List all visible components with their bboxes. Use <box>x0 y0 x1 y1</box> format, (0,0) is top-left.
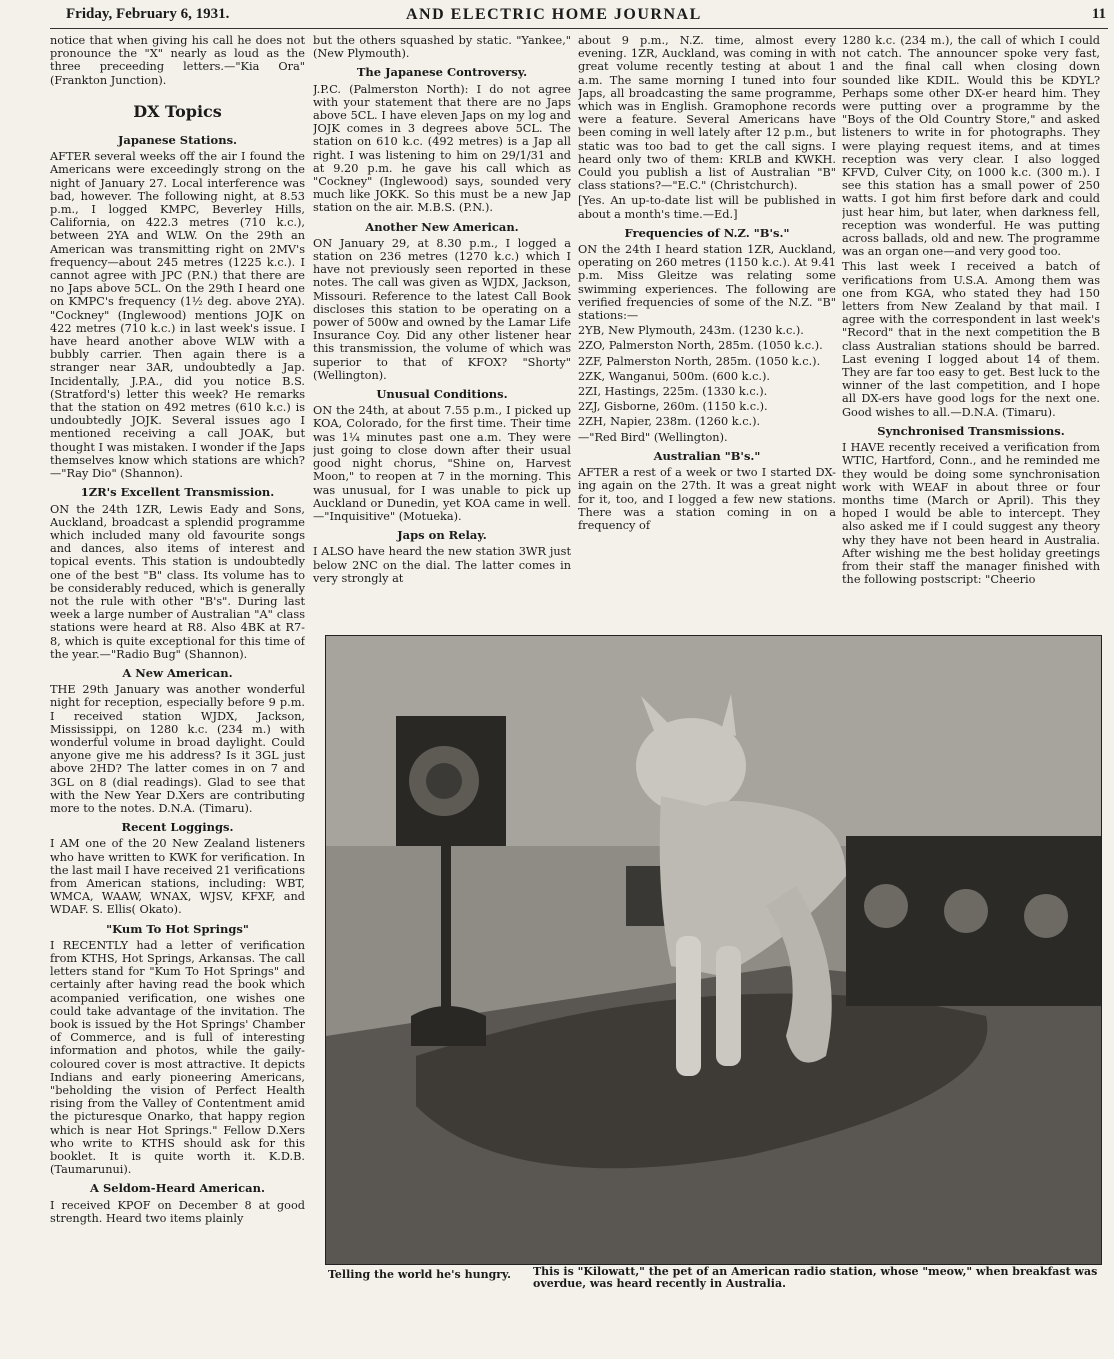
heading-japanese-stations: Japanese Stations. <box>117 133 238 148</box>
freq-list-item: 2ZJ, Gisborne, 260m. (1150 k.c.). <box>578 400 768 414</box>
article-australian-bs: AFTER a rest of a week or two I started DX-ing again on the 27th. It was a great night for it, too, and I logged a few new stations. There was a station coming in on a frequency of <box>578 466 836 532</box>
heading-japs-on-relay: Japs on Relay. <box>397 528 487 543</box>
freq-list-item: 2ZO, Palmerston North, 285m. (1050 k.c.). <box>578 339 823 353</box>
header-rule <box>50 28 1108 29</box>
article-japanese-stations: AFTER several weeks off the air I found the Americans were exceedingly strong on the night of January 27. Local interference was bad, however. The following night, at 8.53 p.m., I logged KMPC, Beverley Hills, California, on 422.3 metres (710 k.c.), between 2YA and WLW. On the 29th an American was transmitting right on 2MV's frequency—about 245 metres (1225 k.c.). I cannot agree with JPC (P.N.) that there are no Japs above 5CL. On the 29th I heard one on KMPC's frequency (1½ deg. above 2YA). "Cockney" (Inglewood) mentions JOJK on 422 metres (710 k.c.) in last week's issue. I have heard another above WLW with a bubbly carrier. Then again there is a stranger near 3AR, undoubtedly a Jap. Incidentally, J.P.A., did you notice B.S. (Stratford's) letter this week? He remarks that the station on 492 metres (610 k.c.) is undoubtedly JOJK. Several issues ago I mentioned receiving a call JOAK, but thought I was mistaken. I wonder if the Japs themselves know which stations are which?—"Ray Dio" (Shannon). <box>50 150 305 481</box>
freq-signature: —"Red Bird" (Wellington). <box>578 430 728 444</box>
column-3 <box>578 34 836 626</box>
article-kum-to-hot-springs: I RECENTLY had a letter of verification from KTHS, Hot Springs, Arkansas. The call letters stand for "Kum To Hot Springs" and certainly after having read the book which acompanied verification, one wishes one could take advantage of the invitation. The book is issued by the Hot Springs' Chamber of Commerce, and is full of interesting information and photos, while the gaily-coloured cover is most attractive. It depicts Indians and early pioneering Americans, "beholding the vision of Perfect Health rising from the Valley of Contentment amid the picturesque Onarko, that happy region which is near Hot Springs." Fellow D.Xers who write to KTHS should ask for this booklet. It is quite worth it. K.D.B. (Taumarunui). <box>50 938 305 1177</box>
journal-title: AND ELECTRIC HOME JOURNAL <box>406 6 702 23</box>
heading-japanese-controversy: The Japanese Controversy. <box>356 65 528 80</box>
freq-list-item: 2YB, New Plymouth, 243m. (1230 k.c.). <box>578 324 804 338</box>
freq-list-item: 2ZH, Napier, 238m. (1260 k.c.). <box>578 415 761 429</box>
article-frequencies-nz: ON the 24th I heard station 1ZR, Auckland, operating on 260 metres (1150 k.c.). At 9.41 p.m. Miss Gleitze was relating some swimming experiences. The following are verified frequencies of some of the N.Z. "B" stations:— <box>578 243 836 323</box>
photo-illustration <box>326 636 1101 1264</box>
heading-1zr-transmission: 1ZR's Excellent Transmission. <box>80 485 275 500</box>
heading-kum-to-hot-springs: "Kum To Hot Springs" <box>106 921 249 936</box>
col2-intro: but the others squashed by static. "Yankee," (New Plymouth). <box>313 34 571 61</box>
issue-date: Friday, February 6, 1931. <box>66 6 230 22</box>
column-1 <box>50 34 305 1344</box>
article-unusual-conditions: ON the 24th, at about 7.55 p.m., I picked up KOA, Colorado, for the first time. Their time was 1¼ minutes past one a.m. They were just going to close down after their usual good night chorus, "Shine on, Harvest Moon," to reopen at 7 in the morning. This was unusual, for I was unable to pick up Auckland or Dunedin, yet KOA came in well.—"Inquisitive" (Motueka). <box>313 404 571 523</box>
col4-intro: 1280 k.c. (234 m.), the call of which I could not catch. The announcer spoke very fast, and the final call when closing down sounded like KDIL. Would this be KDYL? Perhaps some other DX-er heard him. They were putting over a programme by the "Boys of the Old Country Store," and asked listeners to write in for photographs. They were playing request items, and at times reception was very clear. I also logged KFVD, Culver City, on 1000 k.c. (300 m.). I see this station has a small power of 250 watts. I got him first before dark and could just hear him, but later, when darkness fell, reception was wonderful. He was putting across ballads, old and new. The programme was an organ one—and very good too. <box>842 34 1100 259</box>
photo-caption-left: Telling the world he's hungry. <box>328 1268 512 1281</box>
editor-note: [Yes. An up-to-date list will be published in about a month's time.—Ed.] <box>578 194 836 221</box>
heading-unusual-conditions: Unusual Conditions. <box>376 387 508 402</box>
article-japs-on-relay: I ALSO have heard the new station 3WR just below 2NC on the dial. The latter comes in very strongly at <box>313 545 571 585</box>
col1-intro: notice that when giving his call he does not pronounce the "X" nearly as loud as the three preceeding letters.—"Kia Ora" (Frankton Junction). <box>50 34 305 87</box>
heading-seldom-heard: A Seldom-Heard American. <box>90 1181 265 1196</box>
article-japanese-controversy: J.P.C. (Palmerston North): I do not agree with your statement that there are no Japs above 5CL. I have eleven Japs on my log and JOJK comes in 3 degrees above 5CL. The station on 610 k.c. (492 metres) is a Jap all right. I was listening to him on 29/1/31 and at 9.20 p.m. he gave his call which as "Cockney" (Inglewood) says, sounded very much like JOKK. So this must be a new Jap station on the air. M.B.S. (P.N.). <box>313 82 571 215</box>
article-synchronised-transmissions: I HAVE recently received a verification from WTIC, Hartford, Conn., and he reminded me they would be doing some synchronisation work with WEAF in about three or four months time (March or April). This they hoped I would be able to intercept. They also asked me if I could suggest any theory why they have not been heard in Australia. After wishing me the best holiday greetings from their staff the manager finished with the following postscript: "Cheerio <box>842 441 1100 587</box>
article-1zr-transmission: ON the 24th 1ZR, Lewis Eady and Sons, Auckland, broadcast a splendid programme which included many old favourite songs and dances, also items of interest and topical events. This station is undoubtedly one of the best "B" class. Its volume has to be considerably reduced, which is generally not the rule with other "B's". During last week a large number of Australian "A" class stations were heard at R8. Also 4BK at R7-8, which is quite exceptional for this time of the year.—"Radio Bug" (Shannon). <box>50 502 305 661</box>
section-title: DX Topics <box>133 101 222 121</box>
article-seldom-heard: I received KPOF on December 8 at good strength. Heard two items plainly <box>50 1198 305 1225</box>
page-number: 11 <box>1091 6 1106 22</box>
column-2 <box>313 34 571 626</box>
col4-body: This last week I received a batch of verifications from U.S.A. Among them was one from KGA, who stated they had 150 letters from New Zealand by that mail. I agree with the correspondent in last week's "Record" that in the next competition the B class Australian stations should be barred. Last evening I logged about 14 of them. They are far too easy to get. Best luck to the winner of the last competition, and I hope all DX-ers have good logs for the next one. Good wishes to all.—D.N.A. (Timaru). <box>842 260 1100 419</box>
heading-synchronised-transmissions: Synchronised Transmissions. <box>877 423 1065 438</box>
heading-recent-loggings: Recent Loggings. <box>121 820 234 835</box>
freq-list-item: 2ZK, Wanganui, 500m. (600 k.c.). <box>578 369 770 383</box>
photo-caption-right: This is "Kilowatt," the pet of an American radio station, whose "meow," when breakfast was overdue, was heard recently in Australia. <box>533 1265 1098 1290</box>
article-recent-loggings: I AM one of the 20 New Zealand listeners who have written to KWK for verification. In the last mail I have received 21 verifications from American stations, including: WBT, WMCA, WAAW, WNAX, WJSV, KFXF, and WDAF. S. Ellis( Okato). <box>50 837 305 917</box>
heading-frequencies-nz: Frequencies of N.Z. "B's." <box>624 225 790 240</box>
freq-list-item: 2ZI, Hastings, 225m. (1330 k.c.). <box>578 385 768 399</box>
cat-photograph <box>325 635 1102 1265</box>
heading-another-new-american: Another New American. <box>365 219 519 234</box>
heading-australian-bs: Australian "B's." <box>653 448 761 463</box>
column-4 <box>842 34 1100 626</box>
heading-new-american: A New American. <box>122 665 233 680</box>
page-header <box>66 6 1106 26</box>
col3-intro: about 9 p.m., N.Z. time, almost every evening. 1ZR, Auckland, was coming in with great volume recently testing at about 1 a.m. The same morning I tuned into four Japs, all broadcasting the same programme, which was in English. Gramophone records were a feature. Several Americans have been coming in well lately after 12 p.m., but static was too bad to get the call signs. I heard only two of them: KRLB and KWKH. Could you publish a list of Australian "B" class stations?—"E.C." (Christchurch). <box>578 34 836 193</box>
article-new-american: THE 29th January was another wonderful night for reception, especially before 9 p.m. I received station WJDX, Jackson, Mississippi, on 1280 k.c. (234 m.) with wonderful volume in broad daylight. Could anyone give me his address? Is it 3GL just above 2HD? The latter comes in on 7 and 3GL on 8 (dial readings). Glad to see that with the New Year D.Xers are contributing more to the notes. D.N.A. (Timaru). <box>50 683 305 815</box>
freq-list-item: 2ZF, Palmerston North, 285m. (1050 k.c.). <box>578 354 821 368</box>
article-another-new-american: ON January 29, at 8.30 p.m., I logged a station on 236 metres (1270 k.c.) which I have not previously seen reported in these notes. The call was given as WJDX, Jackson, Missouri. Reference to the latest Call Book discloses this station to be operating on a power of 500w and owned by the Lamar Life Insurance Coy. Did any other listener hear this transmission, the volume of which was superior to that of KFOX? "Shorty" (Wellington). <box>313 236 571 382</box>
